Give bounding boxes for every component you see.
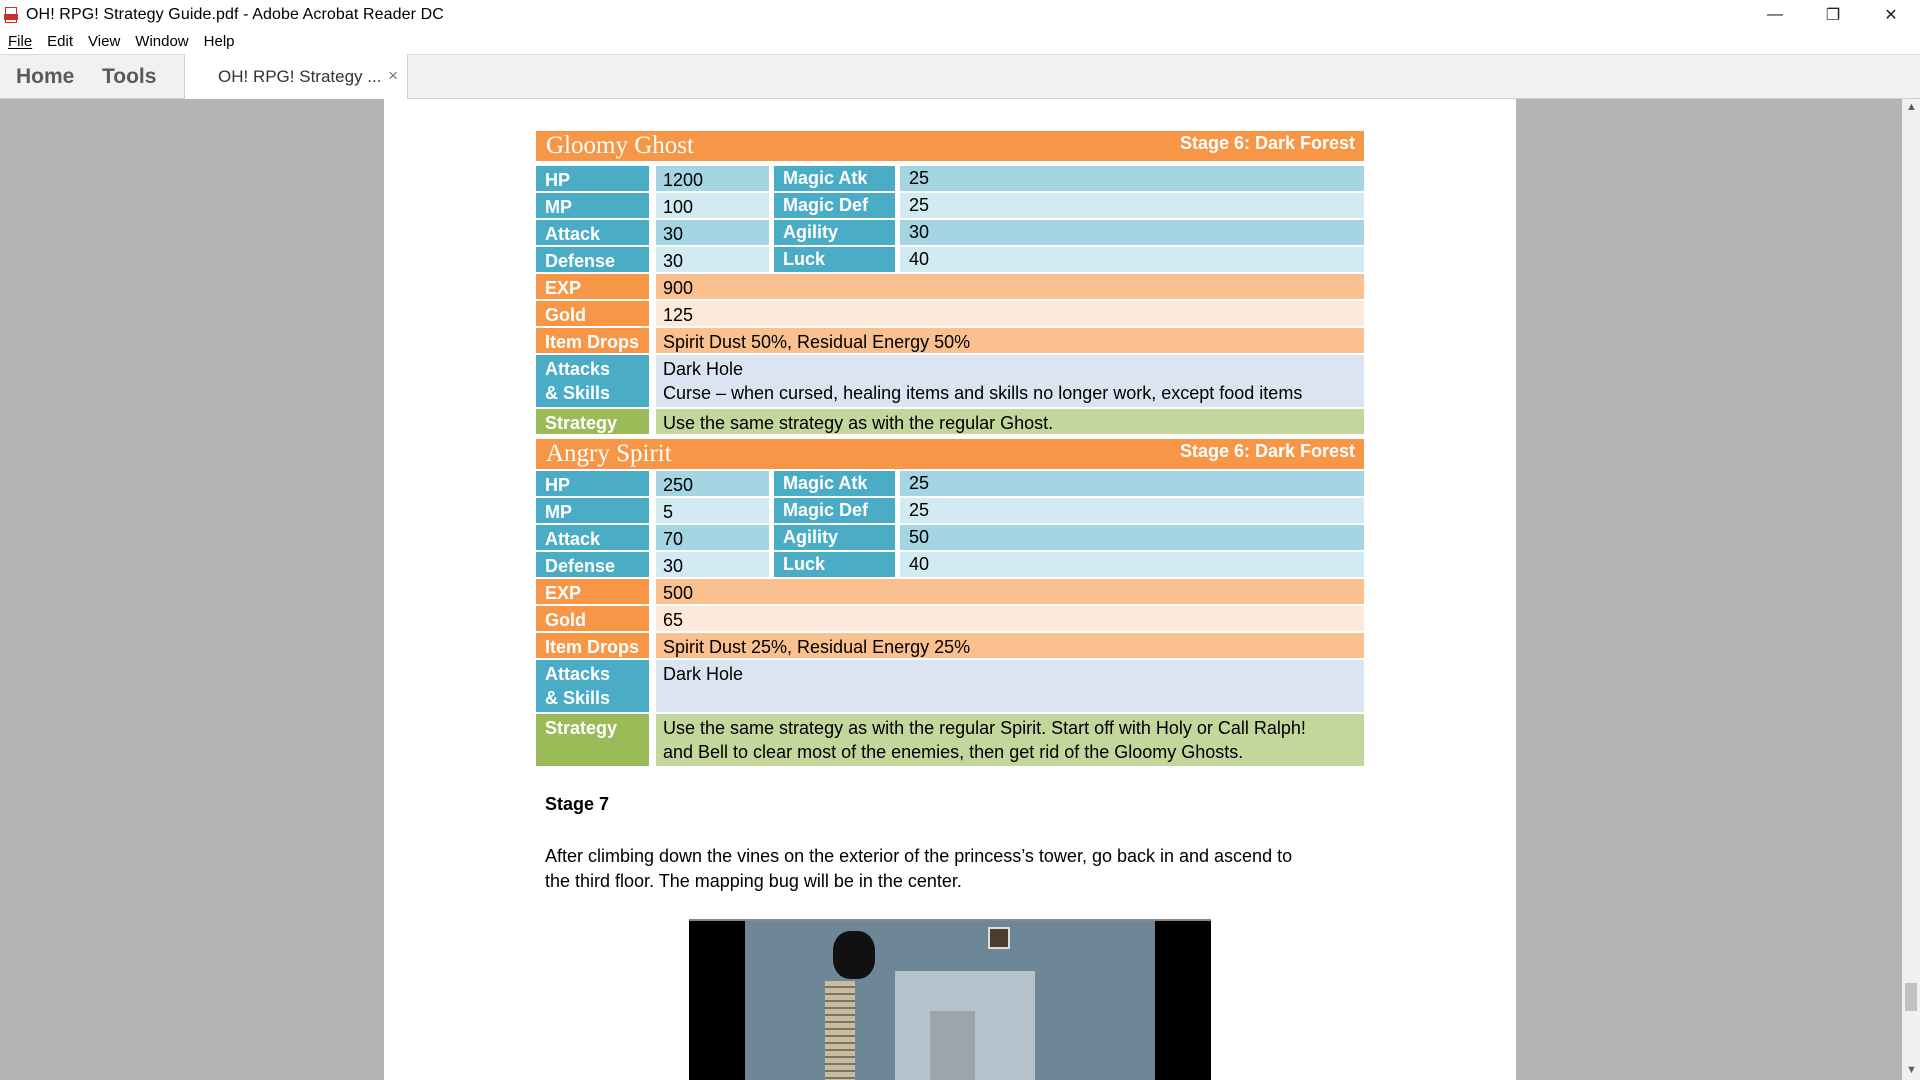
table-row	[536, 409, 1364, 434]
defense-label: Defense	[536, 247, 649, 272]
attacks-skills-value	[656, 355, 1364, 407]
scroll-up-icon[interactable]: ▲	[1906, 101, 1917, 113]
paragraph: After climbing down the vines on the exterior of the princess’s tower, go back in and ascend to the third floor. The mapping bug will be in the center.	[545, 846, 1293, 891]
attacks-skills-label: Attacks & Skills	[536, 660, 649, 712]
close-tab-icon[interactable]: ×	[388, 66, 398, 85]
pdf-page	[384, 99, 1516, 1080]
map-screenshot	[689, 919, 1211, 1080]
menu-edit[interactable]: Edit	[47, 33, 74, 50]
hole-graphic	[833, 931, 875, 979]
luck-label: Luck	[774, 247, 895, 272]
strategy-label: Strategy	[536, 714, 649, 766]
item-drops-label: Item Drops	[536, 633, 649, 658]
stairs-graphic	[825, 981, 855, 1080]
menu-help[interactable]: Help	[203, 33, 235, 50]
menu-file[interactable]: File	[8, 33, 33, 50]
window-controls	[1746, 0, 1920, 29]
door-graphic	[988, 927, 1010, 949]
attacks-skills-label: Attacks & Skills	[536, 355, 649, 407]
document-tab-label: OH! RPG! Strategy ...	[218, 67, 382, 86]
item-drops-label: Item Drops	[536, 328, 649, 353]
tab-document[interactable]	[184, 54, 408, 100]
table-row	[536, 660, 1364, 712]
table-row	[536, 274, 1364, 299]
exp-label: EXP	[536, 274, 649, 299]
document-viewport[interactable]	[0, 99, 1920, 1080]
close-window-button[interactable]: ✕	[1884, 6, 1898, 24]
acrobat-pdf-icon	[3, 6, 19, 24]
luck-value: 40	[900, 552, 1364, 577]
mp-label: MP	[536, 498, 649, 523]
table-row	[536, 552, 1364, 577]
mp-value: 100	[656, 193, 769, 218]
hp-value: 1200	[656, 166, 769, 191]
tab-tools[interactable]: Tools	[102, 65, 157, 88]
window-title: OH! RPG! Strategy Guide.pdf - Adobe Acrobat Reader DC	[26, 5, 444, 23]
gold-value: 65	[656, 606, 1364, 631]
table-row	[536, 525, 1364, 550]
luck-value: 40	[900, 247, 1364, 272]
luck-label: Luck	[774, 552, 895, 577]
magic-atk-value: 25	[900, 471, 1364, 496]
tab-home[interactable]: Home	[16, 65, 75, 88]
magic-atk-value: 25	[900, 166, 1364, 191]
magic-atk-label: Magic Atk	[774, 166, 895, 191]
mp-label: MP	[536, 193, 649, 218]
attacks-skills-value	[656, 660, 1364, 712]
table-row	[536, 220, 1364, 245]
monster-stage: Stage 6: Dark Forest	[1179, 441, 1355, 461]
mp-value: 5	[656, 498, 769, 523]
defense-value: 30	[656, 247, 769, 272]
defense-label: Defense	[536, 552, 649, 577]
title-bar	[0, 0, 1920, 29]
menu-bar	[0, 29, 1920, 54]
scroll-down-icon[interactable]: ▼	[1906, 1064, 1917, 1076]
table-row	[536, 633, 1364, 658]
table-row	[536, 498, 1364, 523]
gold-value: 125	[656, 301, 1364, 326]
skill-item: Dark Hole	[663, 664, 744, 684]
attack-label: Attack	[536, 220, 649, 245]
agility-value: 50	[900, 525, 1364, 550]
table-row	[536, 328, 1364, 353]
strategy-label: Strategy	[536, 409, 649, 434]
attack-value: 30	[656, 220, 769, 245]
table-row	[536, 166, 1364, 191]
agility-label: Agility	[774, 525, 895, 550]
strategy-value: Use the same strategy as with the regular Ghost.	[656, 409, 1364, 434]
item-drops-value: Spirit Dust 50%, Residual Energy 50%	[656, 328, 1364, 353]
magic-def-value: 25	[900, 193, 1364, 218]
skill-item: Dark Hole	[663, 359, 744, 379]
attack-label: Attack	[536, 525, 649, 550]
hp-value: 250	[656, 471, 769, 496]
hp-label: HP	[536, 471, 649, 496]
table-row	[536, 355, 1364, 407]
skill-item: Curse – when cursed, healing items and skills no longer work, except food items	[663, 383, 1303, 403]
monster-name: Angry Spirit	[546, 440, 672, 467]
table-row	[536, 193, 1364, 218]
restore-button[interactable]: ❐	[1825, 6, 1841, 24]
vertical-scrollbar[interactable]	[1902, 99, 1920, 1080]
monster-header	[536, 439, 1364, 469]
gold-label: Gold	[536, 301, 649, 326]
section-heading: Stage 7	[545, 794, 610, 814]
table-row	[536, 247, 1364, 272]
scrollbar-thumb[interactable]	[1905, 983, 1917, 1011]
exp-label: EXP	[536, 579, 649, 604]
table-row	[536, 579, 1364, 604]
strategy-value: Use the same strategy as with the regular Spirit. Start off with Holy or Call Ralph! and Bell to clear most of the enemies, then get rid of the Gloomy Ghosts.	[656, 714, 1364, 766]
item-drops-value: Spirit Dust 25%, Residual Energy 25%	[656, 633, 1364, 658]
attack-value: 70	[656, 525, 769, 550]
menu-view[interactable]: View	[88, 33, 121, 50]
table-row	[536, 714, 1364, 766]
table-row	[536, 471, 1364, 496]
agility-value: 30	[900, 220, 1364, 245]
minimize-button[interactable]: —	[1767, 5, 1783, 23]
table-row	[536, 301, 1364, 326]
monster-header	[536, 131, 1364, 161]
magic-def-label: Magic Def	[774, 193, 895, 218]
exp-value: 900	[656, 274, 1364, 299]
exp-value: 500	[656, 579, 1364, 604]
gold-label: Gold	[536, 606, 649, 631]
defense-value: 30	[656, 552, 769, 577]
menu-window[interactable]: Window	[135, 33, 189, 50]
magic-atk-label: Magic Atk	[774, 471, 895, 496]
magic-def-value: 25	[900, 498, 1364, 523]
monster-stage: Stage 6: Dark Forest	[1179, 133, 1355, 153]
tab-bar	[0, 54, 1920, 99]
table-row	[536, 606, 1364, 631]
magic-def-label: Magic Def	[774, 498, 895, 523]
agility-label: Agility	[774, 220, 895, 245]
monster-name: Gloomy Ghost	[546, 132, 694, 159]
hp-label: HP	[536, 166, 649, 191]
